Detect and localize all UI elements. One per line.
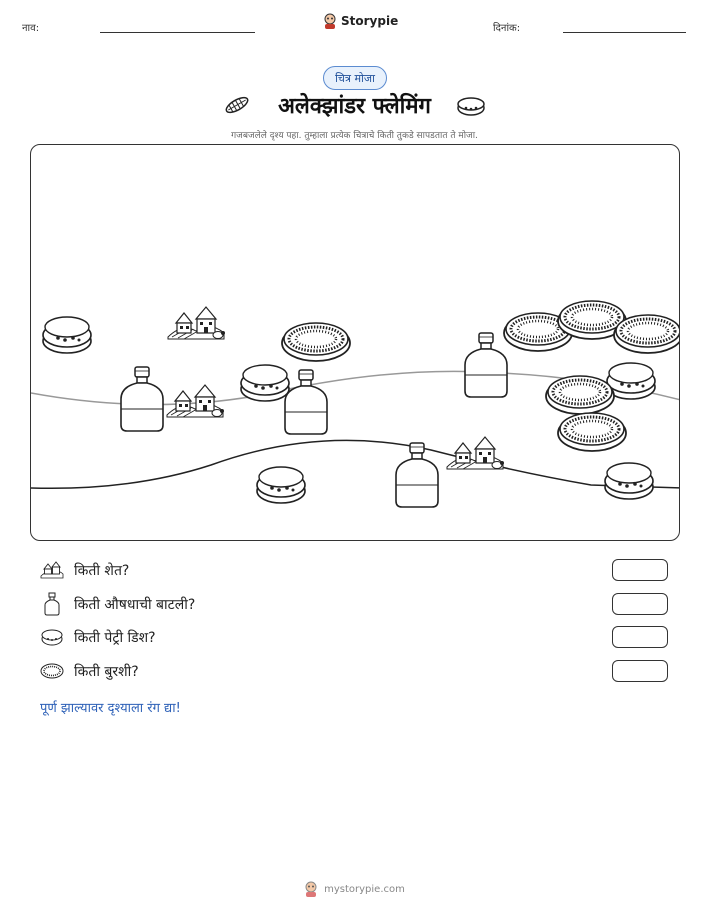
name-line[interactable] — [100, 32, 255, 33]
question-label: किती औषधाची बाटली? — [74, 596, 196, 613]
medicine-bottle-icon — [40, 593, 64, 615]
question-row — [40, 593, 195, 615]
mold-culture — [546, 376, 614, 414]
petri-dish — [43, 317, 91, 353]
coloring-note: पूर्ण झाल्यावर दृश्याला रंग द्या! — [40, 701, 181, 716]
question-label: किती पेट्री डिश? — [74, 629, 156, 646]
medicine-bottle — [121, 367, 163, 431]
answer-box-mold[interactable] — [612, 660, 668, 682]
brand-name: Storypie — [341, 14, 399, 28]
petri-dish — [605, 463, 653, 499]
answer-box-bottle[interactable] — [612, 593, 668, 615]
medicine-bottle — [396, 443, 438, 507]
question-row — [40, 559, 129, 581]
medicine-bottle — [285, 370, 327, 434]
page-subtitle: गजबजलेले दृश्य पहा. तुम्हाला प्रत्येक चित्राचे किती तुकडे सापडतात ते मोजा. — [231, 131, 478, 141]
question-row — [40, 660, 139, 682]
footer-url[interactable]: mystorypie.com — [324, 883, 405, 895]
date-line[interactable] — [563, 32, 686, 33]
mold-culture — [282, 323, 350, 361]
mold-icon — [40, 660, 64, 682]
farm — [168, 307, 225, 339]
counting-scene — [30, 144, 680, 541]
name-label: नाव: — [22, 23, 40, 34]
brand-logo — [323, 13, 398, 29]
farm-icon — [40, 559, 64, 581]
page-title: अलेक्झांडर फ्लेमिंग — [278, 94, 431, 119]
medicine-bottle — [465, 333, 507, 397]
mold-culture — [558, 413, 626, 451]
petri-dish — [257, 467, 305, 503]
brand-mascot-icon — [323, 13, 337, 29]
question-label: किती शेत? — [74, 562, 130, 579]
footer-mascot-icon — [304, 881, 318, 897]
petri-dish-icon — [40, 626, 64, 648]
question-label: किती बुरशी? — [74, 663, 139, 680]
footer — [0, 881, 709, 897]
question-row — [40, 626, 156, 648]
date-label: दिनांक: — [493, 23, 521, 34]
worksheet-type-badge: चित्र मोजा — [323, 66, 387, 90]
farm — [447, 437, 504, 469]
answer-box-farm[interactable] — [612, 559, 668, 581]
answer-box-petri-dish[interactable] — [612, 626, 668, 648]
petri-dish-title-icon — [456, 94, 486, 122]
petri-dish — [241, 365, 289, 401]
mold-culture — [614, 315, 680, 353]
